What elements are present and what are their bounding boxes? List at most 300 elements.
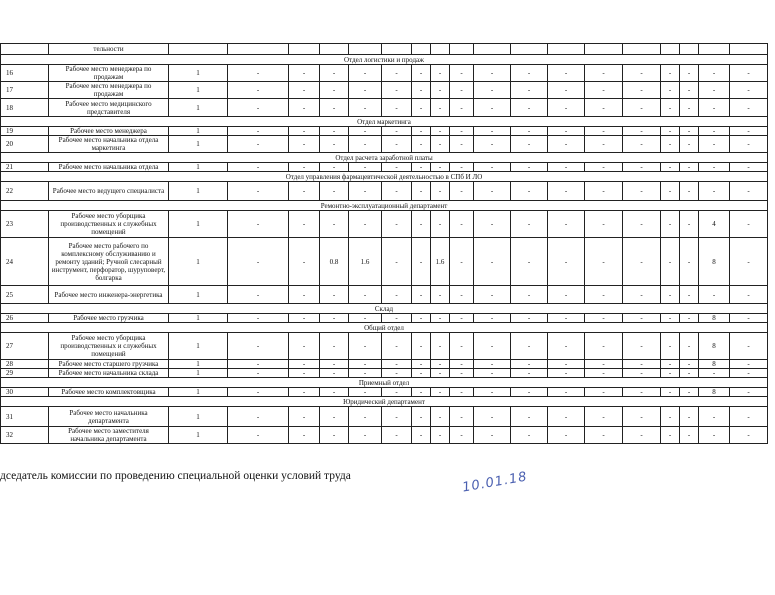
value-cell: - — [412, 427, 431, 444]
value-cell: - — [320, 136, 349, 153]
value-cell: - — [382, 427, 412, 444]
value-cell: - — [431, 360, 450, 369]
value-cell: - — [661, 238, 680, 286]
value-cell: - — [661, 163, 680, 172]
row-number: 17 — [1, 82, 49, 99]
value-cell: - — [320, 163, 349, 172]
value-cell: 0.8 — [320, 238, 349, 286]
value-cell: - — [511, 238, 548, 286]
value-cell: - — [623, 163, 661, 172]
value-cell: - — [680, 99, 699, 117]
value-cell: - — [450, 427, 474, 444]
value-cell: - — [680, 427, 699, 444]
value-cell: - — [431, 333, 450, 360]
value-cell: - — [431, 65, 450, 82]
value-cell: - — [585, 163, 623, 172]
section-row — [1, 201, 768, 211]
value-cell: - — [585, 136, 623, 153]
value-cell: - — [548, 163, 585, 172]
value-cell: - — [623, 211, 661, 238]
row-number: 18 — [1, 99, 49, 117]
value-cell: - — [474, 369, 511, 378]
value-cell: 1 — [169, 211, 228, 238]
table-row — [1, 82, 768, 99]
value-cell: - — [661, 99, 680, 117]
section-title: Приемный отдел — [1, 378, 768, 388]
workplace-name: Рабочее место старшего грузчика — [49, 360, 169, 369]
value-cell: - — [349, 369, 382, 378]
section-row — [1, 397, 768, 407]
value-cell: - — [730, 82, 768, 99]
value-cell: - — [431, 127, 450, 136]
value-cell: - — [511, 182, 548, 201]
value-cell: - — [730, 369, 768, 378]
value-cell: - — [412, 333, 431, 360]
value-cell: - — [289, 82, 320, 99]
value-cell: - — [228, 407, 289, 427]
value-cell: - — [680, 82, 699, 99]
value-cell: - — [450, 407, 474, 427]
handwritten-signature: 10.01.18 — [461, 469, 529, 496]
value-cell: - — [730, 136, 768, 153]
value-cell: - — [320, 388, 349, 397]
value-cell: 4 — [699, 211, 730, 238]
value-cell: - — [412, 286, 431, 304]
value-cell: - — [382, 360, 412, 369]
value-cell: - — [349, 407, 382, 427]
value-cell: - — [431, 369, 450, 378]
value-cell: - — [349, 65, 382, 82]
value-cell: - — [431, 407, 450, 427]
value-cell: - — [730, 407, 768, 427]
value-cell: - — [661, 182, 680, 201]
value-cell: - — [382, 82, 412, 99]
value-cell: - — [623, 407, 661, 427]
value-cell: - — [730, 163, 768, 172]
table-row — [1, 238, 768, 286]
value-cell: - — [320, 82, 349, 99]
value-cell: 1 — [169, 407, 228, 427]
value-cell: - — [450, 333, 474, 360]
value-cell: 1 — [169, 427, 228, 444]
value-cell: 8 — [699, 238, 730, 286]
value-cell: - — [699, 65, 730, 82]
value-cell: - — [585, 388, 623, 397]
value-cell: - — [450, 369, 474, 378]
value-cell: - — [623, 388, 661, 397]
value-cell: - — [585, 82, 623, 99]
value-cell: - — [680, 211, 699, 238]
value-cell: - — [623, 333, 661, 360]
value-cell: - — [474, 314, 511, 323]
value-cell: - — [382, 127, 412, 136]
value-cell: - — [320, 99, 349, 117]
value-cell: - — [382, 163, 412, 172]
value-cell: - — [623, 65, 661, 82]
value-cell: - — [431, 427, 450, 444]
value-cell: - — [585, 238, 623, 286]
value-cell: - — [289, 427, 320, 444]
value-cell: - — [585, 211, 623, 238]
value-cell: - — [511, 82, 548, 99]
value-cell: - — [623, 136, 661, 153]
value-cell: - — [382, 65, 412, 82]
section-title: Отдел управления фармацевтической деятельностью в СПб И ЛО — [1, 172, 768, 182]
value-cell: - — [680, 163, 699, 172]
workplace-name: Рабочее место уборщика производственных и служебных помещений — [49, 211, 169, 238]
value-cell: 1 — [169, 333, 228, 360]
value-cell: - — [730, 427, 768, 444]
value-cell: - — [680, 314, 699, 323]
value-cell: - — [661, 407, 680, 427]
workplace-name: Рабочее место начальника департамента — [49, 407, 169, 427]
value-cell: - — [349, 136, 382, 153]
value-cell: - — [548, 333, 585, 360]
workplace-name: Рабочее место заместителя начальника департамента — [49, 427, 169, 444]
value-cell: 1 — [169, 314, 228, 323]
value-cell: - — [382, 369, 412, 378]
value-cell: - — [228, 314, 289, 323]
value-cell: - — [474, 407, 511, 427]
value-cell: - — [412, 388, 431, 397]
value-cell: - — [548, 127, 585, 136]
header-cell — [289, 44, 320, 55]
value-cell: - — [730, 286, 768, 304]
value-cell: - — [699, 82, 730, 99]
value-cell: - — [511, 163, 548, 172]
table-row — [1, 182, 768, 201]
value-cell: - — [699, 427, 730, 444]
value-cell: - — [680, 407, 699, 427]
table-row — [1, 127, 768, 136]
value-cell: - — [548, 314, 585, 323]
section-row — [1, 55, 768, 65]
value-cell: 8 — [699, 388, 730, 397]
value-cell: - — [320, 360, 349, 369]
value-cell: - — [228, 136, 289, 153]
value-cell: 1 — [169, 82, 228, 99]
value-cell: - — [511, 407, 548, 427]
value-cell: - — [474, 427, 511, 444]
section-title: Склад — [1, 304, 768, 314]
value-cell: - — [474, 127, 511, 136]
value-cell: - — [680, 360, 699, 369]
value-cell: - — [585, 65, 623, 82]
value-cell: - — [320, 286, 349, 304]
value-cell: 1 — [169, 286, 228, 304]
value-cell: - — [382, 99, 412, 117]
value-cell: - — [412, 238, 431, 286]
row-number: 20 — [1, 136, 49, 153]
value-cell: - — [661, 427, 680, 444]
workplace-name: Рабочее место рабочего по комплексному обслуживанию и ремонту зданий; Ручной слесарный инструмент, перфоратор, шуруповерт, болгарка — [49, 238, 169, 286]
value-cell: - — [431, 82, 450, 99]
value-cell: - — [623, 127, 661, 136]
row-number: 24 — [1, 238, 49, 286]
header-cell — [699, 44, 730, 55]
value-cell: - — [450, 163, 474, 172]
value-cell: - — [450, 127, 474, 136]
value-cell: - — [289, 136, 320, 153]
value-cell: - — [228, 369, 289, 378]
value-cell: - — [450, 182, 474, 201]
value-cell: - — [548, 286, 585, 304]
value-cell: - — [474, 163, 511, 172]
value-cell: - — [289, 163, 320, 172]
value-cell: - — [730, 182, 768, 201]
value-cell: - — [412, 136, 431, 153]
value-cell: - — [382, 286, 412, 304]
value-cell: - — [623, 427, 661, 444]
value-cell: - — [289, 238, 320, 286]
value-cell: - — [289, 333, 320, 360]
section-row — [1, 153, 768, 163]
header-cell — [450, 44, 474, 55]
workplace-name: Рабочее место менеджера по продажам — [49, 82, 169, 99]
value-cell: - — [228, 163, 289, 172]
value-cell: - — [699, 369, 730, 378]
value-cell: - — [699, 163, 730, 172]
value-cell: - — [730, 127, 768, 136]
value-cell: 1 — [169, 360, 228, 369]
value-cell: - — [699, 182, 730, 201]
value-cell: - — [289, 182, 320, 201]
value-cell: - — [680, 182, 699, 201]
section-title: Юридический департамент — [1, 397, 768, 407]
table-row — [1, 211, 768, 238]
value-cell: 8 — [699, 333, 730, 360]
value-cell: - — [228, 65, 289, 82]
value-cell: - — [450, 360, 474, 369]
table-row — [1, 427, 768, 444]
value-cell: - — [412, 82, 431, 99]
value-cell: - — [474, 65, 511, 82]
value-cell: - — [680, 286, 699, 304]
value-cell: - — [349, 182, 382, 201]
value-cell: - — [450, 82, 474, 99]
value-cell: - — [228, 286, 289, 304]
value-cell: - — [548, 238, 585, 286]
value-cell: - — [474, 182, 511, 201]
value-cell: - — [511, 360, 548, 369]
row-number: 32 — [1, 427, 49, 444]
header-cell — [320, 44, 349, 55]
value-cell: - — [680, 65, 699, 82]
value-cell: 1 — [169, 238, 228, 286]
value-cell: - — [412, 314, 431, 323]
value-cell: - — [349, 163, 382, 172]
value-cell: - — [320, 127, 349, 136]
value-cell: - — [680, 369, 699, 378]
value-cell: - — [680, 388, 699, 397]
value-cell: - — [680, 136, 699, 153]
value-cell: 8 — [699, 314, 730, 323]
value-cell: 1 — [169, 136, 228, 153]
value-cell: - — [382, 211, 412, 238]
value-cell: - — [228, 99, 289, 117]
value-cell: - — [320, 369, 349, 378]
value-cell: 1.6 — [431, 238, 450, 286]
value-cell: - — [661, 388, 680, 397]
value-cell: 1 — [169, 388, 228, 397]
value-cell: - — [548, 369, 585, 378]
table-row — [1, 369, 768, 378]
value-cell: - — [474, 238, 511, 286]
value-cell: - — [450, 136, 474, 153]
value-cell: - — [289, 211, 320, 238]
table-row — [1, 388, 768, 397]
table-row — [1, 163, 768, 172]
workplace-name: Рабочее место менеджера — [49, 127, 169, 136]
value-cell: - — [412, 127, 431, 136]
row-number: 25 — [1, 286, 49, 304]
value-cell: - — [511, 136, 548, 153]
value-cell: - — [349, 360, 382, 369]
header-cell — [585, 44, 623, 55]
value-cell: - — [661, 136, 680, 153]
value-cell: - — [585, 182, 623, 201]
value-cell: - — [661, 82, 680, 99]
value-cell: - — [289, 407, 320, 427]
workplace-name: Рабочее место начальника отдела — [49, 163, 169, 172]
value-cell: - — [585, 286, 623, 304]
value-cell: - — [548, 360, 585, 369]
value-cell: - — [412, 211, 431, 238]
workplace-name: Рабочее место уборщика производственных и служебных помещений — [49, 333, 169, 360]
value-cell: - — [661, 314, 680, 323]
value-cell: - — [412, 182, 431, 201]
value-cell: - — [548, 65, 585, 82]
value-cell: - — [511, 369, 548, 378]
value-cell: - — [289, 388, 320, 397]
value-cell: - — [228, 182, 289, 201]
value-cell: - — [450, 99, 474, 117]
value-cell: 1 — [169, 163, 228, 172]
value-cell: - — [623, 314, 661, 323]
value-cell: - — [511, 211, 548, 238]
value-cell: - — [661, 65, 680, 82]
value-cell: - — [511, 99, 548, 117]
row-number: 28 — [1, 360, 49, 369]
value-cell: - — [431, 182, 450, 201]
value-cell: 1.6 — [349, 238, 382, 286]
value-cell: - — [431, 163, 450, 172]
value-cell: - — [730, 333, 768, 360]
value-cell: - — [289, 360, 320, 369]
value-cell: - — [474, 333, 511, 360]
header-cell — [730, 44, 768, 55]
value-cell: - — [661, 333, 680, 360]
value-cell: - — [511, 388, 548, 397]
value-cell: - — [431, 211, 450, 238]
section-row — [1, 172, 768, 182]
section-title: Отдел расчета заработной платы — [1, 153, 768, 163]
value-cell: - — [661, 286, 680, 304]
value-cell: - — [289, 286, 320, 304]
value-cell: - — [450, 388, 474, 397]
workplace-name: Рабочее место инженера-энергетика — [49, 286, 169, 304]
header-cell — [382, 44, 412, 55]
value-cell: - — [320, 65, 349, 82]
header-cell — [661, 44, 680, 55]
header-cell — [1, 44, 49, 55]
value-cell: - — [228, 238, 289, 286]
value-cell: - — [382, 136, 412, 153]
value-cell: - — [228, 388, 289, 397]
value-cell: 1 — [169, 182, 228, 201]
value-cell: - — [699, 286, 730, 304]
table-row — [1, 333, 768, 360]
value-cell: - — [730, 314, 768, 323]
value-cell: - — [585, 427, 623, 444]
value-cell: - — [450, 211, 474, 238]
value-cell: - — [730, 238, 768, 286]
value-cell: - — [228, 211, 289, 238]
table-row — [1, 407, 768, 427]
value-cell: - — [699, 127, 730, 136]
row-number: 23 — [1, 211, 49, 238]
header-row — [1, 44, 768, 55]
value-cell: - — [623, 182, 661, 201]
row-number: 29 — [1, 369, 49, 378]
value-cell: - — [382, 333, 412, 360]
value-cell: - — [548, 82, 585, 99]
section-title: Отдел маркетинга — [1, 117, 768, 127]
value-cell: - — [474, 99, 511, 117]
table-row — [1, 136, 768, 153]
value-cell: - — [680, 333, 699, 360]
row-number: 31 — [1, 407, 49, 427]
value-cell: - — [382, 182, 412, 201]
value-cell: - — [585, 314, 623, 323]
value-cell: - — [474, 388, 511, 397]
value-cell: - — [289, 314, 320, 323]
value-cell: - — [320, 333, 349, 360]
header-cell — [412, 44, 431, 55]
value-cell: - — [349, 127, 382, 136]
value-cell: 8 — [699, 360, 730, 369]
header-cell — [511, 44, 548, 55]
value-cell: - — [548, 427, 585, 444]
workplace-name: Рабочее место начальника отдела маркетинга — [49, 136, 169, 153]
value-cell: - — [730, 211, 768, 238]
row-number: 30 — [1, 388, 49, 397]
value-cell: - — [699, 136, 730, 153]
value-cell: - — [431, 99, 450, 117]
value-cell: - — [585, 360, 623, 369]
value-cell: - — [661, 360, 680, 369]
row-number: 22 — [1, 182, 49, 201]
value-cell: - — [585, 369, 623, 378]
value-cell: - — [228, 127, 289, 136]
value-cell: - — [511, 65, 548, 82]
value-cell: - — [511, 314, 548, 323]
value-cell: - — [511, 286, 548, 304]
section-title: Отдел логистики и продаж — [1, 55, 768, 65]
value-cell: - — [412, 65, 431, 82]
value-cell: - — [585, 407, 623, 427]
value-cell: - — [412, 360, 431, 369]
value-cell: - — [349, 211, 382, 238]
table-row — [1, 65, 768, 82]
value-cell: - — [289, 65, 320, 82]
value-cell: - — [623, 286, 661, 304]
value-cell: - — [349, 99, 382, 117]
value-cell: - — [661, 127, 680, 136]
header-cell — [228, 44, 289, 55]
value-cell: - — [228, 427, 289, 444]
value-cell: - — [661, 369, 680, 378]
